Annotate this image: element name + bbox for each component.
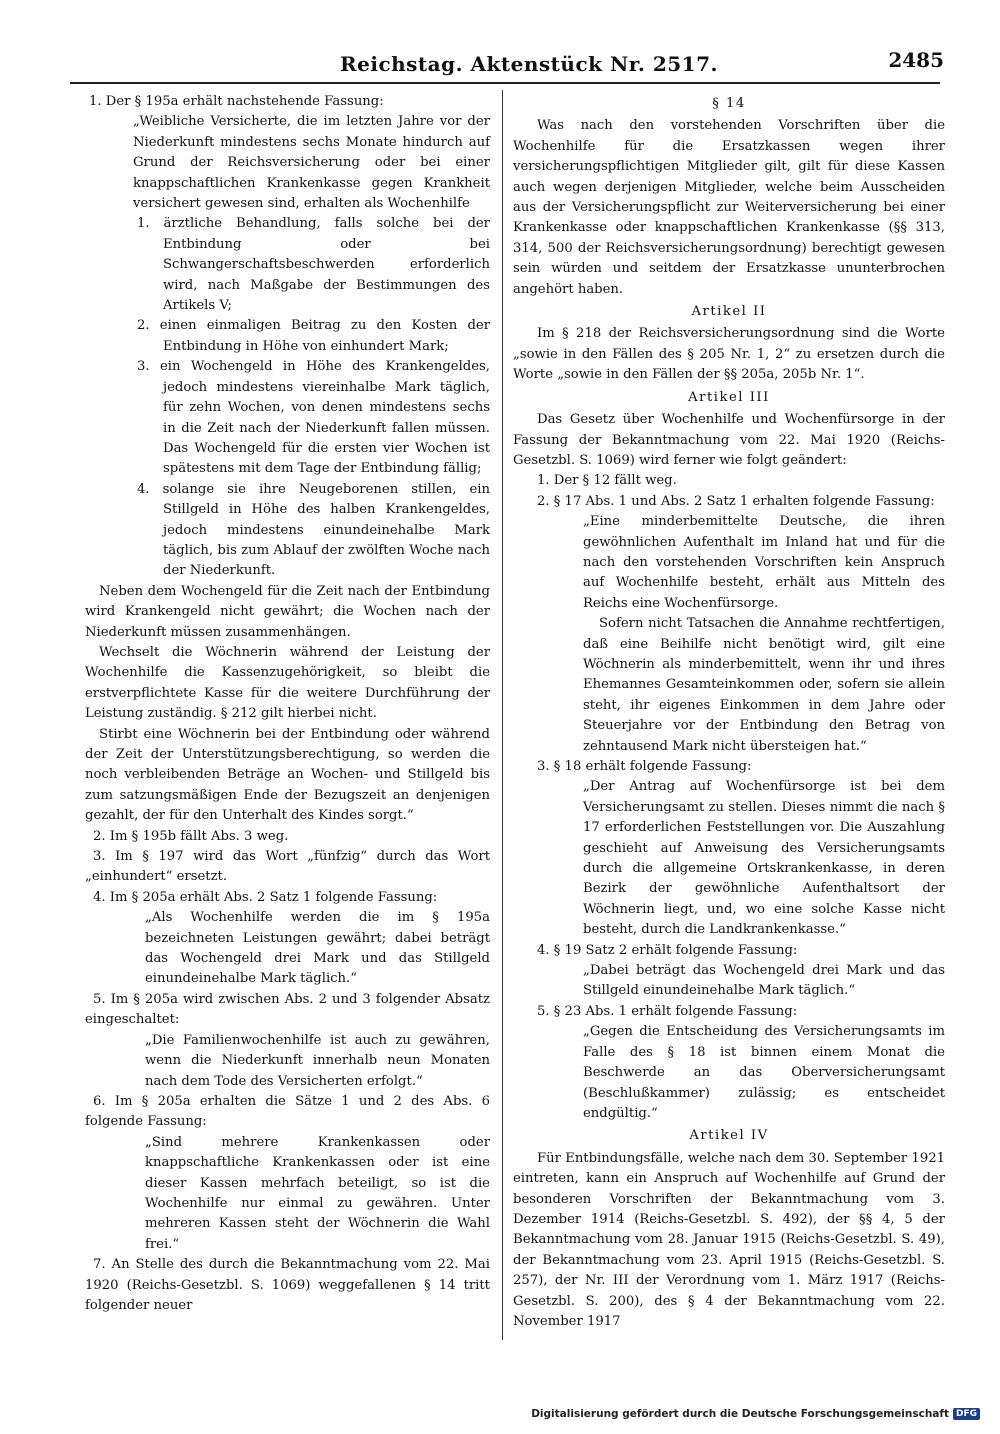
list-item: 4. solange sie ihre Neugeborenen stillen, ein Stillgeld in Höhe des halben Krankengeldes, jedoch mindestens einundeinehalbe Mark täglich, bis zum Ablauf der zwölften Woche nach der Niederkunft. [137, 481, 490, 579]
paragraph: 3. § 18 erhält folgende Fassung: [537, 759, 752, 774]
paragraph: 1. Der § 12 fällt weg. [537, 473, 677, 489]
list-item: 2. einen einmaligen Beitrag zu den Kosten der Entbindung in Höhe von einhundert Mark; [137, 318, 490, 354]
list-item: 1. ärztliche Behandlung, falls solche bei der Entbindung oder bei Schwangerschaftsbeschwerden erforderlich wird, nach Maßgabe der Bestimmungen des Artikels V; [137, 216, 490, 314]
column-divider [502, 90, 503, 1340]
paragraph: Für Entbindungsfälle, welche nach dem 30. September 1921 eintreten, kann ein Anspruch auf Wochenhilfe auf Grund der besonderen Vorschriften der Bekanntmachung vom 3. Dezember 1914 (Reichs-Gesetzbl. S. 492), der §§ 4, 5 der Bekanntmachung vom 28. Januar 1915 (Reichs-Gesetzbl. S. 49), der Bekanntmachung vom 23. April 1915 (Reichs-Gesetzbl. S. 257), der Nr. III der Verordnung vom 1. März 1917 (Reichs-Gesetzbl. S. 200), des § 4 der Bekanntmachung vom 22. November 1917 [513, 1150, 945, 1329]
paragraph: Was nach den vorstehenden Vorschriften über die Wochenhilfe für die Ersatzkassen wegen ihrer versicherungspflichtigen Mitglieder gilt, gilt für diese Kassen auch wegen derjenigen Mitglieder, welche beim Ausscheiden aus der Versicherungspflicht zur Weiterversicherung bei einer Krankenkasse oder knappschaftlichen Krankenkasse (§§ 313, 314, 500 der Reichsversicherungsordnung) berechtigt gewesen sein würden und seitdem der Ersatzkasse ununterbrochen angehört haben. [513, 118, 945, 297]
quote: „Sind mehrere Krankenkassen oder knappschaftliche Krankenkassen oder ist eine dieser Kassen mehrfach beteiligt, so ist die Wochenhilfe nur einmal zu gewähren. Unter mehreren Kassen steht der Wöchnerin die Wahl frei.“ [145, 1134, 490, 1252]
paragraph: Neben dem Wochengeld für die Zeit nach der Entbindung wird Krankengeld nicht gewährt; die Wochen nach der Niederkunft müssen zusammenhängen. [85, 583, 490, 640]
page-number: 2485 [888, 48, 944, 72]
quote: „Gegen die Entscheidung des Versicherungsamts im Falle des § 18 ist binnen einem Monat die Beschwerde an das Oberversicherungsamt (Beschlußkammer) zulässig; es entscheidet endgültig.“ [583, 1024, 945, 1121]
article-heading: Artikel IV [689, 1128, 769, 1144]
section-heading: § 14 [712, 96, 746, 111]
footer-text: Digitalisierung gefördert durch die Deutsche Forschungsgemeinschaft [531, 1408, 949, 1420]
paragraph: 4. § 19 Satz 2 erhält folgende Fassung: [537, 942, 798, 958]
article-heading: Artikel III [688, 389, 770, 405]
quote: „Eine minderbemittelte Deutsche, die ihren gewöhnlichen Aufenthalt im Inland hat und für die nach den vorstehenden Vorschriften kein Anspruch auf Wochenhilfe besteht, erhält aus Mitteln des Reichs eine Wochenfürsorge. [583, 514, 945, 611]
quote: Sofern nicht Tatsachen die Annahme rechtfertigen, daß eine Beihilfe nicht benötigt wird, gilt eine Wöchnerin als minderbemittelt, wenn ihr und ihres Ehemannes Gesamteinkommen oder, sofern sie allein steht, ihr eigenes Einkommen in dem Jahre oder Steuerjahre vor der Entbindung den Betrag von zehntausend Mark nicht übersteigen hat.“ [583, 616, 945, 754]
paragraph: 6. Im § 205a erhalten die Sätze 1 und 2 des Abs. 6 folgende Fassung: [85, 1093, 490, 1130]
paragraph: 2. § 17 Abs. 1 und Abs. 2 Satz 1 erhalten folgende Fassung: [537, 493, 935, 509]
paragraph: 4. Im § 205a erhält Abs. 2 Satz 1 folgende Fassung: [93, 889, 438, 905]
paragraph: Wechselt die Wöchnerin während der Leistung der Wochenhilfe die Kassenzugehörigkeit, so bleibt die erstverpflichtete Kasse für die weitere Durchführung der Leistung zuständig. § 212 gilt hierbei nicht. [85, 644, 490, 722]
dfg-logo-icon: DFG [953, 1408, 980, 1420]
list-item: 3. ein Wochengeld in Höhe des Krankengeldes, jedoch mindestens viereinhalbe Mark täglich, für zehn Wochen, von denen mindestens sechs in die Zeit nach der Niederkunft fallen müssen. Das Wochengeld für die ersten vier Wochen ist spätestens mit dem Tage der Entbindung fällig; [137, 359, 490, 477]
header-rule [70, 82, 940, 84]
paragraph: „Weibliche Versicherte, die im letzten Jahre vor der Niederkunft mindestens sechs Monate hindurch auf Grund der Reichsversicherung oder bei einer knappschaftlichen Krankenkasse gegen Krankheit versichert gewesen sind, erhalten als Wochenhilfe [133, 114, 490, 212]
quote: „Dabei beträgt das Wochengeld drei Mark und das Stillgeld einundeinehalbe Mark täglich.“ [583, 963, 945, 999]
page-header-title: Reichstag. Aktenstück Nr. 2517. [340, 52, 718, 76]
quote: „Die Familienwochenhilfe ist auch zu gewähren, wenn die Niederkunft innerhalb neun Monaten nach dem Tode des Versicherten erfolgt.“ [145, 1032, 490, 1089]
right-column [513, 92, 945, 1332]
footer-credit [531, 1408, 980, 1420]
paragraph: Stirbt eine Wöchnerin bei der Entbindung oder während der Zeit der Unterstützungsberechtigung, so werden die noch verbleibenden Beträge an Wochen- und Stillgeld bis zum satzungsmäßigen Ende der Bezugszeit an denjenigen gezahlt, der für den Unterhalt des Kindes sorgt.“ [85, 726, 490, 824]
quote: „Der Antrag auf Wochenfürsorge ist bei dem Versicherungsamt zu stellen. Dieses nimmt die nach § 17 erforderlichen Feststellungen vor. Die Auszahlung geschieht auf Anweisung des Versicherungsamts durch die allgemeine Ortskrankenkasse, in deren Bezirk der gewöhnliche Aufenthaltsort der Wöchnerin liegt, und, wo eine solche Kasse nicht besteht, durch die Landkrankenkasse.“ [583, 779, 945, 938]
paragraph: Im § 218 der Reichsversicherungsordnung sind die Worte „sowie in den Fällen des § 205 Nr. 1, 2“ zu ersetzen durch die Worte „sowie in den Fällen der §§ 205a, 205b Nr. 1“. [513, 326, 945, 383]
paragraph: 7. An Stelle des durch die Bekanntmachung vom 22. Mai 1920 (Reichs-Gesetzbl. S. 1069) weggefallenen § 14 tritt folgender neuer [85, 1257, 490, 1313]
paragraph: Das Gesetz über Wochenhilfe und Wochenfürsorge in der Fassung der Bekanntmachung vom 22. Mai 1920 (Reichs-Gesetzbl. S. 1069) wird ferner wie folgt geändert: [513, 412, 945, 468]
paragraph: 5. Im § 205a wird zwischen Abs. 2 und 3 folgender Absatz eingeschaltet: [85, 991, 490, 1028]
article-heading: Artikel II [691, 304, 767, 320]
paragraph: 3. Im § 197 wird das Wort „fünfzig“ durch das Wort „einhundert“ ersetzt. [85, 849, 490, 885]
paragraph: 2. Im § 195b fällt Abs. 3 weg. [93, 828, 289, 844]
paragraph: 1. Der § 195a erhält nachstehende Fassung: [89, 94, 384, 109]
paragraph: 5. § 23 Abs. 1 erhält folgende Fassung: [537, 1003, 798, 1019]
left-column [85, 92, 490, 1316]
quote: „Als Wochenhilfe werden die im § 195a bezeichneten Leistungen gewährt; dabei beträgt das Wochengeld drei Mark und das Stillgeld einundeinehalbe Mark täglich.“ [145, 910, 490, 987]
